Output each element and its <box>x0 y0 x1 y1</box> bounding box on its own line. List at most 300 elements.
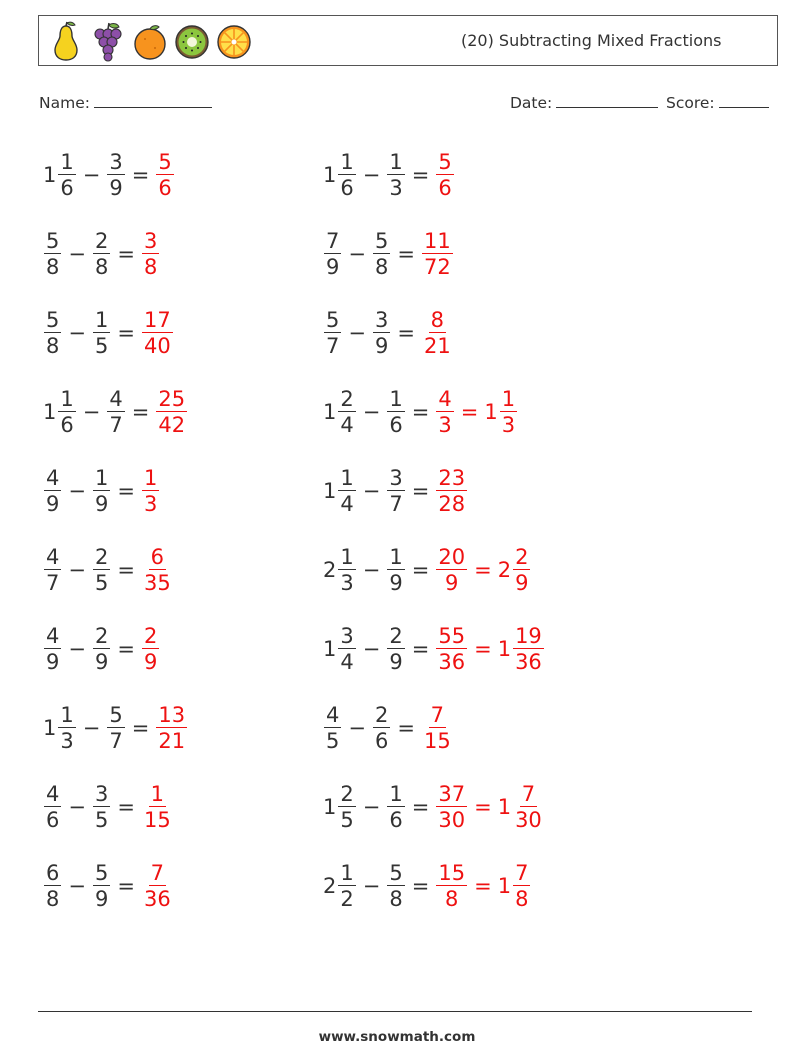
problem-11 <box>43 535 174 605</box>
numerator: 2 <box>340 781 354 806</box>
numerator: 7 <box>430 702 445 727</box>
problem-4 <box>323 219 454 289</box>
denominator: 9 <box>515 571 529 595</box>
problem-3 <box>43 219 160 289</box>
denominator: 8 <box>445 887 459 911</box>
problem-15 <box>43 693 188 763</box>
problem-6 <box>323 298 454 368</box>
problem-16 <box>323 693 454 763</box>
denominator: 8 <box>46 334 60 358</box>
whole-number: 1 <box>484 399 498 424</box>
denominator: 28 <box>438 492 466 516</box>
numerator: 7 <box>326 228 340 253</box>
fraction <box>324 309 341 357</box>
numerator: 4 <box>46 781 60 806</box>
denominator: 35 <box>143 571 171 595</box>
fraction <box>44 230 61 278</box>
numerator: 5 <box>46 307 60 332</box>
numerator: 1 <box>340 149 354 174</box>
problem-8 <box>323 377 518 447</box>
equals-sign: = <box>117 794 135 819</box>
whole-number: 2 <box>497 557 512 582</box>
minus-sign: − <box>68 794 86 819</box>
fraction <box>44 862 61 910</box>
equals-sign: = <box>411 399 430 424</box>
whole-number: 1 <box>497 873 512 898</box>
fraction <box>436 388 453 436</box>
answer <box>421 309 454 357</box>
date-label: Date: <box>510 94 553 112</box>
denominator: 30 <box>438 808 466 832</box>
problem-13 <box>43 614 160 684</box>
numerator: 2 <box>94 544 109 569</box>
equals-sign: = <box>117 320 135 345</box>
answer <box>435 467 468 515</box>
name-field[interactable] <box>39 92 212 112</box>
numerator: 7 <box>521 781 536 806</box>
denominator: 3 <box>60 729 74 753</box>
equals-sign: = <box>117 873 135 898</box>
denominator: 9 <box>374 334 389 358</box>
denominator: 3 <box>143 492 158 516</box>
denominator: 6 <box>46 808 60 832</box>
minus-sign: − <box>68 320 86 345</box>
fraction <box>436 546 467 594</box>
fraction <box>387 546 404 594</box>
fraction <box>58 388 75 436</box>
fraction <box>44 467 61 515</box>
numerator: 1 <box>340 544 354 569</box>
numerator: 13 <box>158 702 186 727</box>
numerator: 8 <box>430 307 445 332</box>
denominator: 9 <box>46 650 60 674</box>
equals-sign: = <box>397 320 415 345</box>
fraction <box>338 151 355 199</box>
numerator: 7 <box>515 860 529 885</box>
denominator: 4 <box>340 492 354 516</box>
equals-sign: = <box>117 478 135 503</box>
fraction <box>422 230 453 278</box>
numerator: 55 <box>438 623 466 648</box>
orange-slice-icon <box>215 20 253 62</box>
whole-number: 1 <box>323 399 337 424</box>
fraction <box>422 704 453 752</box>
whole-number: 1 <box>43 715 57 740</box>
whole-number: 1 <box>43 399 57 424</box>
answer <box>141 309 174 357</box>
numerator: 1 <box>94 465 109 490</box>
numerator: 2 <box>143 623 158 648</box>
fraction <box>387 151 404 199</box>
equals-sign: = <box>131 162 150 187</box>
answer <box>435 862 531 910</box>
equals-sign: = <box>411 873 430 898</box>
numerator: 2 <box>389 623 403 648</box>
fraction <box>44 783 61 831</box>
whole-number: 2 <box>323 873 337 898</box>
answer <box>435 151 454 199</box>
answer <box>155 151 174 199</box>
problem-7 <box>43 377 188 447</box>
equals-sign: = <box>411 636 430 661</box>
denominator: 9 <box>94 887 109 911</box>
denominator: 3 <box>389 176 403 200</box>
numerator: 5 <box>109 702 123 727</box>
numerator: 7 <box>150 860 165 885</box>
problem-9 <box>43 456 160 526</box>
denominator: 3 <box>340 571 354 595</box>
fraction <box>513 783 544 831</box>
answer <box>435 388 518 436</box>
date-field[interactable] <box>510 92 658 112</box>
denominator: 9 <box>94 650 109 674</box>
whole-number: 1 <box>323 794 337 819</box>
numerator: 1 <box>340 465 354 490</box>
answer <box>435 625 544 673</box>
numerator: 3 <box>109 149 123 174</box>
minus-sign: − <box>348 241 366 266</box>
denominator: 30 <box>515 808 542 832</box>
fraction <box>436 467 467 515</box>
denominator: 6 <box>60 176 74 200</box>
fraction <box>142 546 173 594</box>
numerator: 3 <box>143 228 158 253</box>
fraction <box>58 704 75 752</box>
denominator: 3 <box>438 413 452 437</box>
numerator: 5 <box>158 149 172 174</box>
denominator: 9 <box>143 650 158 674</box>
fraction <box>436 862 467 910</box>
numerator: 19 <box>515 623 542 648</box>
fraction <box>156 388 187 436</box>
equals-sign: = <box>474 873 492 898</box>
denominator: 4 <box>340 650 354 674</box>
worksheet-header <box>38 15 778 66</box>
fraction <box>324 704 341 752</box>
denominator: 8 <box>94 255 109 279</box>
numerator: 1 <box>389 386 403 411</box>
equals-sign: = <box>460 399 479 424</box>
numerator: 2 <box>94 228 109 253</box>
fraction <box>58 151 75 199</box>
denominator: 21 <box>423 334 451 358</box>
minus-sign: − <box>68 478 86 503</box>
numerator: 3 <box>389 465 403 490</box>
fruit-icons <box>47 20 253 62</box>
fraction <box>387 467 404 515</box>
equals-sign: = <box>474 636 492 661</box>
fraction <box>142 783 173 831</box>
whole-number: 2 <box>323 557 337 582</box>
equals-sign: = <box>474 794 492 819</box>
denominator: 5 <box>94 571 109 595</box>
equals-sign: = <box>117 557 135 582</box>
minus-sign: − <box>68 636 86 661</box>
denominator: 6 <box>374 729 389 753</box>
equals-sign: = <box>411 478 430 503</box>
numerator: 5 <box>389 860 403 885</box>
fraction <box>338 783 355 831</box>
denominator: 8 <box>515 887 529 911</box>
denominator: 5 <box>94 808 109 832</box>
answer <box>141 467 160 515</box>
denominator: 9 <box>389 571 403 595</box>
numerator: 1 <box>150 781 165 806</box>
fraction <box>93 467 110 515</box>
footer-divider <box>38 1011 752 1012</box>
fraction <box>44 546 61 594</box>
fraction <box>93 783 110 831</box>
fraction <box>93 625 110 673</box>
fraction <box>93 230 110 278</box>
answer <box>421 230 454 278</box>
denominator: 36 <box>438 650 466 674</box>
denominator: 5 <box>94 334 109 358</box>
fraction <box>107 388 124 436</box>
denominator: 40 <box>143 334 171 358</box>
fraction <box>93 546 110 594</box>
fraction <box>373 704 390 752</box>
fraction <box>338 625 355 673</box>
numerator: 3 <box>94 781 109 806</box>
numerator: 5 <box>94 860 109 885</box>
answer <box>141 783 174 831</box>
numerator: 6 <box>150 544 165 569</box>
minus-sign: − <box>68 241 86 266</box>
footer-url: www.snowmath.com <box>318 1029 476 1045</box>
grapes-icon <box>89 20 127 62</box>
equals-sign: = <box>131 399 150 424</box>
fraction <box>142 309 173 357</box>
fraction <box>93 309 110 357</box>
numerator: 5 <box>46 228 60 253</box>
minus-sign: − <box>362 794 381 819</box>
denominator: 9 <box>389 650 403 674</box>
fraction <box>387 388 404 436</box>
numerator: 2 <box>340 386 354 411</box>
numerator: 15 <box>438 860 466 885</box>
denominator: 21 <box>158 729 186 753</box>
minus-sign: − <box>82 399 101 424</box>
denominator: 6 <box>389 808 403 832</box>
denominator: 2 <box>340 887 354 911</box>
fraction <box>142 862 173 910</box>
denominator: 7 <box>109 413 123 437</box>
problem-18 <box>323 772 545 842</box>
equals-sign: = <box>117 241 135 266</box>
minus-sign: − <box>362 162 381 187</box>
score-field[interactable] <box>666 92 769 112</box>
fraction <box>387 783 404 831</box>
numerator: 1 <box>143 465 158 490</box>
numerator: 1 <box>389 781 403 806</box>
numerator: 1 <box>340 860 354 885</box>
worksheet-title: (20) Subtracting Mixed Fractions <box>461 31 722 50</box>
answer <box>141 230 160 278</box>
problem-10 <box>323 456 468 526</box>
date-line[interactable] <box>556 92 658 108</box>
numerator: 4 <box>109 386 123 411</box>
denominator: 36 <box>515 650 542 674</box>
score-label: Score: <box>666 94 715 112</box>
minus-sign: − <box>68 557 86 582</box>
minus-sign: − <box>362 636 381 661</box>
numerator: 25 <box>158 386 186 411</box>
minus-sign: − <box>362 557 381 582</box>
numerator: 6 <box>46 860 60 885</box>
denominator: 15 <box>423 729 451 753</box>
numerator: 2 <box>94 623 109 648</box>
numerator: 1 <box>60 149 74 174</box>
whole-number: 1 <box>323 478 337 503</box>
minus-sign: − <box>348 320 366 345</box>
numerator: 1 <box>389 149 403 174</box>
whole-number: 1 <box>323 636 337 661</box>
minus-sign: − <box>362 399 381 424</box>
fraction <box>436 783 467 831</box>
equals-sign: = <box>117 636 135 661</box>
problem-1 <box>43 140 175 210</box>
numerator: 2 <box>374 702 389 727</box>
minus-sign: − <box>68 873 86 898</box>
fraction <box>387 862 404 910</box>
denominator: 9 <box>326 255 340 279</box>
numerator: 37 <box>438 781 466 806</box>
problem-5 <box>43 298 174 368</box>
equals-sign: = <box>474 557 492 582</box>
fraction <box>373 230 390 278</box>
numerator: 1 <box>94 307 109 332</box>
denominator: 5 <box>340 808 354 832</box>
denominator: 6 <box>60 413 74 437</box>
equals-sign: = <box>131 715 150 740</box>
denominator: 9 <box>46 492 60 516</box>
numerator: 3 <box>374 307 389 332</box>
denominator: 8 <box>46 887 60 911</box>
fraction <box>373 309 390 357</box>
denominator: 42 <box>158 413 186 437</box>
answer <box>435 546 531 594</box>
numerator: 5 <box>438 149 452 174</box>
fraction <box>436 625 467 673</box>
problem-17 <box>43 772 174 842</box>
denominator: 8 <box>374 255 389 279</box>
fraction <box>513 862 530 910</box>
pear-icon <box>47 20 85 62</box>
denominator: 4 <box>340 413 354 437</box>
fraction <box>44 309 61 357</box>
numerator: 4 <box>46 623 60 648</box>
denominator: 3 <box>501 413 516 437</box>
equals-sign: = <box>397 715 415 740</box>
fraction <box>436 151 453 199</box>
fraction <box>324 230 341 278</box>
numerator: 4 <box>326 702 340 727</box>
numerator: 17 <box>143 307 171 332</box>
denominator: 15 <box>143 808 171 832</box>
denominator: 7 <box>389 492 403 516</box>
fraction <box>107 704 124 752</box>
fraction <box>107 151 124 199</box>
answer <box>435 783 544 831</box>
problem-14 <box>323 614 545 684</box>
denominator: 6 <box>389 413 403 437</box>
equals-sign: = <box>411 794 430 819</box>
equals-sign: = <box>397 241 415 266</box>
fraction <box>513 625 544 673</box>
denominator: 6 <box>340 176 354 200</box>
whole-number: 1 <box>43 162 57 187</box>
problem-19 <box>43 851 174 921</box>
numerator: 23 <box>438 465 466 490</box>
denominator: 9 <box>94 492 109 516</box>
numerator: 11 <box>423 228 451 253</box>
denominator: 36 <box>143 887 171 911</box>
fraction <box>338 862 355 910</box>
denominator: 7 <box>46 571 60 595</box>
answer <box>155 388 188 436</box>
fraction <box>142 625 159 673</box>
denominator: 9 <box>109 176 123 200</box>
numerator: 4 <box>46 465 60 490</box>
numerator: 1 <box>501 386 516 411</box>
score-line[interactable] <box>719 92 769 108</box>
denominator: 7 <box>109 729 123 753</box>
numerator: 1 <box>60 702 74 727</box>
fraction <box>500 388 517 436</box>
problem-2 <box>323 140 455 210</box>
minus-sign: − <box>362 478 381 503</box>
orange-icon <box>131 20 169 62</box>
denominator: 8 <box>46 255 60 279</box>
answer <box>141 862 174 910</box>
numerator: 5 <box>326 307 340 332</box>
whole-number: 1 <box>497 794 512 819</box>
fraction <box>142 467 159 515</box>
minus-sign: − <box>82 715 101 740</box>
fraction <box>513 546 530 594</box>
denominator: 5 <box>326 729 340 753</box>
kiwi-icon <box>173 20 211 62</box>
problem-12 <box>323 535 531 605</box>
numerator: 2 <box>515 544 529 569</box>
numerator: 1 <box>389 544 403 569</box>
numerator: 5 <box>374 228 389 253</box>
minus-sign: − <box>82 162 101 187</box>
equals-sign: = <box>411 557 430 582</box>
numerator: 3 <box>340 623 354 648</box>
denominator: 6 <box>158 176 172 200</box>
denominator: 7 <box>326 334 340 358</box>
numerator: 20 <box>438 544 466 569</box>
denominator: 9 <box>445 571 459 595</box>
fraction <box>387 625 404 673</box>
fraction <box>93 862 110 910</box>
fraction <box>142 230 159 278</box>
minus-sign: − <box>362 873 381 898</box>
whole-number: 1 <box>497 636 512 661</box>
whole-number: 1 <box>323 162 337 187</box>
fraction <box>44 625 61 673</box>
fraction <box>422 309 453 357</box>
fraction <box>338 546 355 594</box>
answer <box>141 625 160 673</box>
name-line[interactable] <box>94 92 212 108</box>
fraction <box>338 467 355 515</box>
fraction <box>338 388 355 436</box>
answer <box>141 546 174 594</box>
answer <box>421 704 454 752</box>
